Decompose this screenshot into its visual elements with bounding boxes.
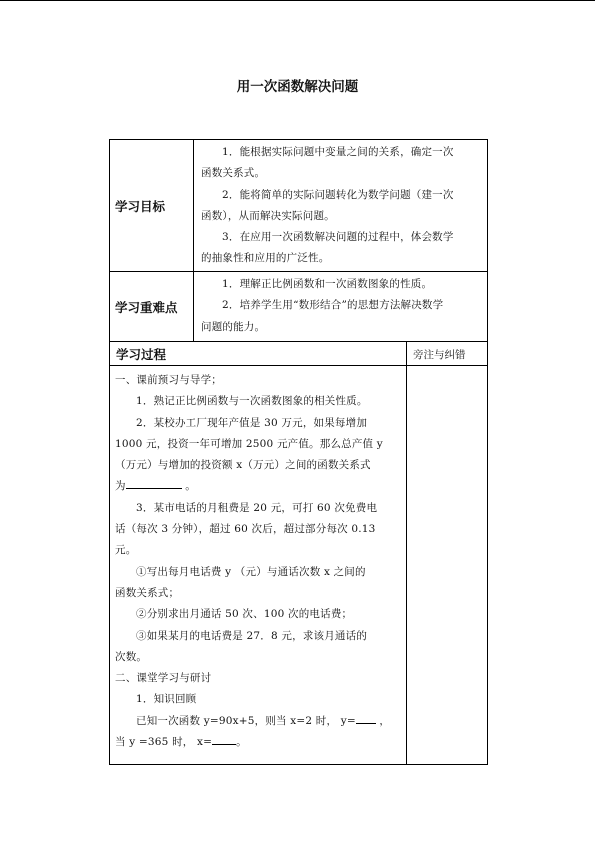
sub-question-2: ②分别求出月通话 50 次、100 次的电话费； (136, 608, 353, 621)
sub-question-3-line: 次数。 (115, 650, 148, 663)
section-heading: 一、课前预习与导学； (115, 374, 222, 386)
question-3-line: 话（每次 3 分钟），超过 60 次后，超过部分每次 0.13 (115, 523, 376, 536)
goals-content (194, 140, 488, 272)
goal-line: 2．能将简单的实际问题转化为数学问题（建一次 (222, 188, 454, 201)
goal-line: 函数），从而解决实际问题。 (201, 209, 335, 222)
page-top-rule (0, 0, 595, 1)
goals-row (110, 140, 488, 272)
goal-line: 3．在应用一次函数解决问题的过程中，体会数学 (222, 231, 454, 244)
section-heading: 二、课堂学习与研讨 (115, 672, 212, 685)
review-question-a (115, 711, 402, 732)
question-2-line: 2．某校办工厂现年产值是 30 万元，如果每增加 (136, 416, 368, 429)
sub-question-1-line: ①写出每月电话费 y （元）与通话次数 x 之间的 (136, 565, 366, 578)
question-2-suffix: 。 (181, 480, 196, 493)
question-3-line: 元。 (115, 544, 137, 557)
review-b-prefix: 当 y =365 时， x= (115, 736, 213, 749)
lesson-plan-table (109, 139, 488, 765)
answer-blank-y[interactable] (356, 711, 376, 724)
notes-label: 旁注与纠错 (407, 342, 488, 366)
process-header-row (110, 342, 488, 366)
question-3-line: 3．某市电话的月租费是 20 元，可打 60 次免费电 (136, 501, 378, 514)
key-point-line: 问题的能力。 (201, 320, 266, 333)
process-body-row (110, 366, 488, 765)
key-points-row (110, 272, 488, 342)
goal-line: 的抽象性和应用的广泛性。 (201, 252, 330, 265)
question-2-line: 1000 元，投资一年可增加 2500 元产值。那么总产值 y (115, 437, 383, 450)
question-2-answer-line (115, 476, 402, 497)
process-label: 学习过程 (110, 342, 407, 366)
review-question-b (115, 732, 402, 753)
key-point-line: 2．培养学生用“数形结合”的思想方法解决数学 (222, 299, 444, 312)
answer-blank-x[interactable] (212, 732, 236, 745)
review-a-prefix: 已知一次函数 y=90x+5，则当 x=2 时， y= (136, 714, 356, 727)
process-content (110, 366, 407, 765)
key-points-content (194, 272, 488, 342)
question-1: 1．熟记正比例函数与一次函数图象的相关性质。 (136, 395, 368, 408)
goal-line: 函数关系式。 (201, 167, 266, 180)
page-title: 用一次函数解决问题 (236, 79, 359, 95)
review-a-suffix: ， (375, 714, 391, 727)
notes-column (407, 366, 488, 765)
answer-blank-function[interactable] (126, 476, 182, 489)
goals-label: 学习目标 (110, 140, 194, 272)
key-points-label: 学习重难点 (110, 272, 194, 342)
review-b-suffix: 。 (236, 736, 247, 749)
question-2-line: （万元）与增加的投资额 x（万元）之间的函数关系式 (115, 459, 371, 472)
goal-line: 1．能根据实际问题中变量之间的关系，确定一次 (222, 146, 454, 158)
sub-question-3-line: ③如果某月的电话费是 27．8 元，求该月通话的 (136, 629, 368, 642)
knowledge-review-title: 1．知识回顾 (136, 693, 197, 706)
sub-question-1-line: 函数关系式； (115, 586, 180, 599)
key-point-line: 1．理解正比例函数和一次函数图象的性质。 (222, 278, 433, 290)
question-2-prefix: 为 (115, 480, 126, 493)
